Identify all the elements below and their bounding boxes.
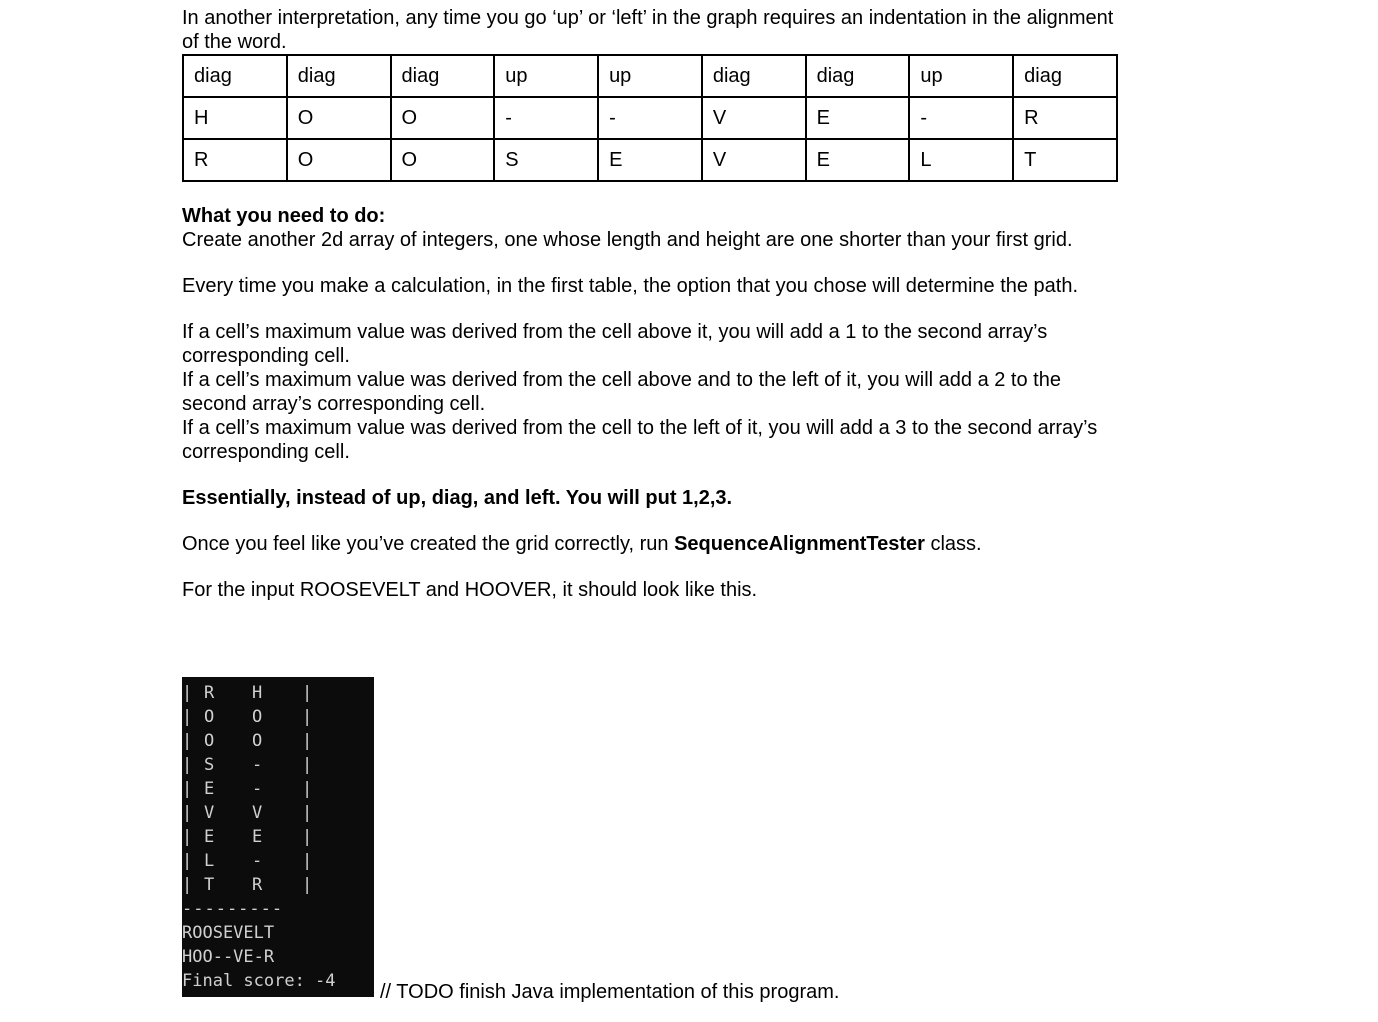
console-char-second-word: O xyxy=(252,731,263,751)
table-cell: up xyxy=(909,55,1013,97)
console-row xyxy=(182,801,374,825)
console-bar-left: | xyxy=(182,683,193,703)
rule-left: If a cell’s maximum value was derived from the cell to the left of it, you will add a 3 to the second array’s corresponding cell. xyxy=(182,417,1098,463)
table-cell: V xyxy=(702,97,806,139)
console-bar-left: | xyxy=(182,875,193,895)
console-bar-left: | xyxy=(182,779,193,799)
console-bar-left: | xyxy=(182,803,193,823)
console-output-first: ROOSEVELT xyxy=(182,923,275,943)
console-bar-left: | xyxy=(182,707,193,727)
console-bar-right: | xyxy=(302,851,313,871)
input-description: For the input ROOSEVELT and HOOVER, it should look like this. xyxy=(182,579,758,601)
console-bar-right: | xyxy=(302,779,313,799)
console-row xyxy=(182,753,374,777)
console-bar-right: | xyxy=(302,683,313,703)
console-row xyxy=(182,729,374,753)
console-row xyxy=(182,681,374,705)
table-cell: H xyxy=(183,97,287,139)
console-row xyxy=(182,849,374,873)
console-char-first-word: E xyxy=(204,779,215,799)
table-cell: diag xyxy=(806,55,910,97)
console-bar-right: | xyxy=(302,827,313,847)
console-char-first-word: R xyxy=(204,683,215,703)
console-char-second-word: - xyxy=(252,755,263,775)
table-cell: - xyxy=(909,97,1013,139)
rule-diag: If a cell’s maximum value was derived from the cell above and to the left of it, you will add a 2 to the second array’s corresponding cell. xyxy=(182,369,1061,415)
console-final-score: Final score: -4 xyxy=(182,971,336,991)
table-cell: E xyxy=(806,139,910,181)
console-char-second-word: R xyxy=(252,875,263,895)
table-cell: L xyxy=(909,139,1013,181)
table-cell: O xyxy=(287,139,391,181)
document-body xyxy=(182,6,1122,602)
console-row xyxy=(182,705,374,729)
todo-comment: // TODO finish Java implementation of this program. xyxy=(380,981,840,1003)
rule-up: If a cell’s maximum value was derived from the cell above it, you will add a 1 to the second array’s corresponding cell. xyxy=(182,321,1048,367)
table-cell: up xyxy=(494,55,598,97)
console-char-first-word: T xyxy=(204,875,215,895)
console-bar-left: | xyxy=(182,851,193,871)
console-separator: --------- xyxy=(182,899,284,919)
table-cell: R xyxy=(183,139,287,181)
table-cell: O xyxy=(287,97,391,139)
table-cell: diag xyxy=(391,55,495,97)
console-char-second-word: V xyxy=(252,803,263,823)
table-cell: up xyxy=(598,55,702,97)
console-char-first-word: L xyxy=(204,851,215,871)
tester-class-name: SequenceAlignmentTester xyxy=(674,533,925,555)
console-bar-left: | xyxy=(182,827,193,847)
table-cell: O xyxy=(391,97,495,139)
console-char-first-word: S xyxy=(204,755,215,775)
console-char-first-word: E xyxy=(204,827,215,847)
run-instruction xyxy=(182,532,1122,556)
console-bar-right: | xyxy=(302,731,313,751)
table-cell: R xyxy=(1013,97,1117,139)
console-char-second-word: O xyxy=(252,707,263,727)
console-bar-right: | xyxy=(302,707,313,727)
paragraph-create-array: Create another 2d array of integers, one whose length and height are one shorter than your first grid. xyxy=(182,229,1073,251)
console-bar-right: | xyxy=(302,755,313,775)
console-output-second: HOO--VE-R xyxy=(182,947,275,967)
console-char-first-word: O xyxy=(204,731,215,751)
console-bar-left: | xyxy=(182,755,193,775)
table-cell: E xyxy=(806,97,910,139)
table-cell: E xyxy=(598,139,702,181)
alignment-table xyxy=(182,54,1118,182)
table-cell: - xyxy=(494,97,598,139)
paragraph-path: Every time you make a calculation, in the first table, the option that you chose will determine the path. xyxy=(182,275,1079,297)
console-row xyxy=(182,777,374,801)
console-char-first-word: V xyxy=(204,803,215,823)
console-bar-right: | xyxy=(302,803,313,823)
table-row xyxy=(183,97,1117,139)
table-cell: V xyxy=(702,139,806,181)
run-suffix: class. xyxy=(924,533,982,555)
console-row xyxy=(182,873,374,897)
console-char-second-word: H xyxy=(252,683,263,703)
console-char-second-word: - xyxy=(252,779,263,799)
console-char-second-word: - xyxy=(252,851,263,871)
console-bar-left: | xyxy=(182,731,193,751)
console-screenshot xyxy=(182,677,374,997)
table-cell: diag xyxy=(1013,55,1117,97)
table-cell: S xyxy=(494,139,598,181)
console-char-first-word: O xyxy=(204,707,215,727)
console-bar-right: | xyxy=(302,875,313,895)
table-cell: O xyxy=(391,139,495,181)
intro-paragraph: In another interpretation, any time you go ‘up’ or ‘left’ in the graph requires an indentation in the alignment of the word. xyxy=(182,7,1114,53)
table-cell: diag xyxy=(287,55,391,97)
table-cell: - xyxy=(598,97,702,139)
table-cell: diag xyxy=(702,55,806,97)
essentially-line: Essentially, instead of up, diag, and left. You will put 1,2,3. xyxy=(182,487,733,509)
console-char-second-word: E xyxy=(252,827,263,847)
run-prefix: Once you feel like you’ve created the grid correctly, run xyxy=(182,533,675,555)
table-row xyxy=(183,139,1117,181)
table-row xyxy=(183,55,1117,97)
table-cell: diag xyxy=(183,55,287,97)
section-heading: What you need to do: xyxy=(182,205,386,227)
table-cell: T xyxy=(1013,139,1117,181)
console-row xyxy=(182,825,374,849)
